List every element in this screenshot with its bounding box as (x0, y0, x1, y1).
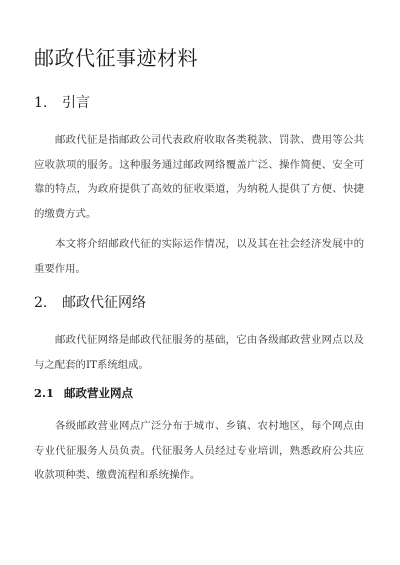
section-heading-network (34, 293, 146, 313)
subsection-title: 邮政营业网点 (64, 386, 133, 400)
section-title: 引言 (62, 95, 90, 111)
paragraph-outlets-1: 各级邮政营业网点广泛分布于城市、乡镇、农村地区，每个网点由专业代征服务人员负责。代征服务人员经过专业培训，熟悉政府公共应收款项种类、缴费流程和系统操作。 (34, 420, 364, 481)
paragraph-intro-2: 本文将介绍邮政代征的实际运作情况，以及其在社会经济发展中的重要作用。 (34, 238, 364, 275)
document-title: 邮政代征事迹材料 (34, 46, 198, 70)
section-number: 2. (34, 295, 48, 311)
subsection-number: 2.1 (34, 386, 55, 400)
section-heading-intro (34, 93, 90, 113)
subsection-heading-outlets (34, 384, 133, 402)
paragraph-network-1: 邮政代征网络是邮政代征服务的基础，它由各级邮政营业网点以及与之配套的IT系统组成。 (34, 334, 364, 371)
section-number: 1. (34, 95, 48, 111)
section-title: 邮政代征网络 (62, 295, 146, 311)
paragraph-intro-1: 邮政代征是指邮政公司代表政府收取各类税款、罚款、费用等公共应收款项的服务。这种服务通过邮政网络覆盖广泛、操作简便、安全可靠的特点，为政府提供了高效的征收渠道，为纳税人提供了方便、快捷的缴费方式。 (34, 134, 364, 220)
